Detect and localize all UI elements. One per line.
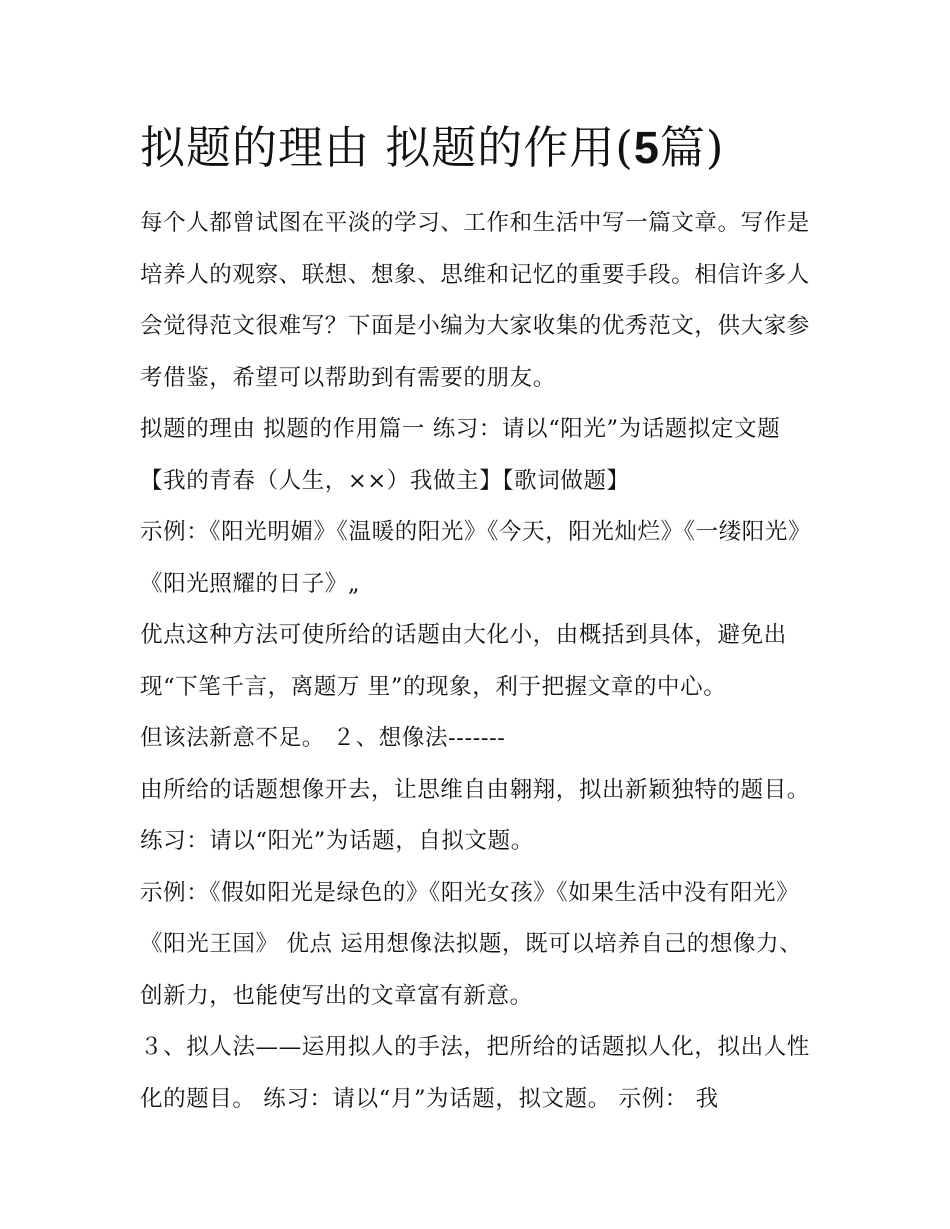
- paragraph-example-2: 示例：《假如阳光是绿色的》《阳光女孩》《如果生活中没有阳光》《阳光王国》 优点 运用想像法拟题，既可以培养自己的想像力、创新力，也能使写出的文章富有新意。: [140, 879, 803, 1009]
- title-main: 拟题的理由 拟题的作用(: [140, 121, 634, 174]
- paragraph-method-2: 但该法新意不足。 ２、想像法-------: [140, 725, 506, 751]
- title-number: 5: [633, 122, 660, 173]
- paragraph-method-3: ３、拟人法——运用拟人的手法，把所给的话题拟人化，拟出人性化的题目。 练习：请以“月”为话题，拟文题。 示例： 我: [140, 1034, 810, 1112]
- paragraph-intro: 每个人都曾试图在平淡的学习、工作和生活中写一篇文章。写作是培养人的观察、联想、想象、思维和记忆的重要手段。相信许多人会觉得范文很难写？下面是小编为大家收集的优秀范文，供大家参考借鉴，希望可以帮助到有需要的朋友。: [140, 210, 810, 391]
- document-body: [140, 198, 812, 1125]
- paragraph-example-1: 示例：《阳光明媚》《温暖的阳光》《今天，阳光灿烂》《一缕阳光》《阳光照耀的日子》„: [140, 519, 812, 597]
- paragraph-exercise-2: 由所给的话题想像开去，让思维自由翱翔，拟出新颖独特的题目。 练习：请以“阳光”为话题，自拟文题。: [140, 776, 810, 854]
- title-tail: 篇): [659, 121, 725, 174]
- paragraph-advantage-1: 优点这种方法可使所给的话题由大化小，由概括到具体，避免出现“下笔千言，离题万 里”的现象，利于把握文章的中心。: [140, 622, 787, 700]
- paragraph-exercise-1: 拟题的理由 拟题的作用篇一 练习：请以“阳光”为话题拟定文题【我的青春（人生，××）我做主】【歌词做题】: [140, 416, 781, 494]
- document-title: [140, 118, 820, 178]
